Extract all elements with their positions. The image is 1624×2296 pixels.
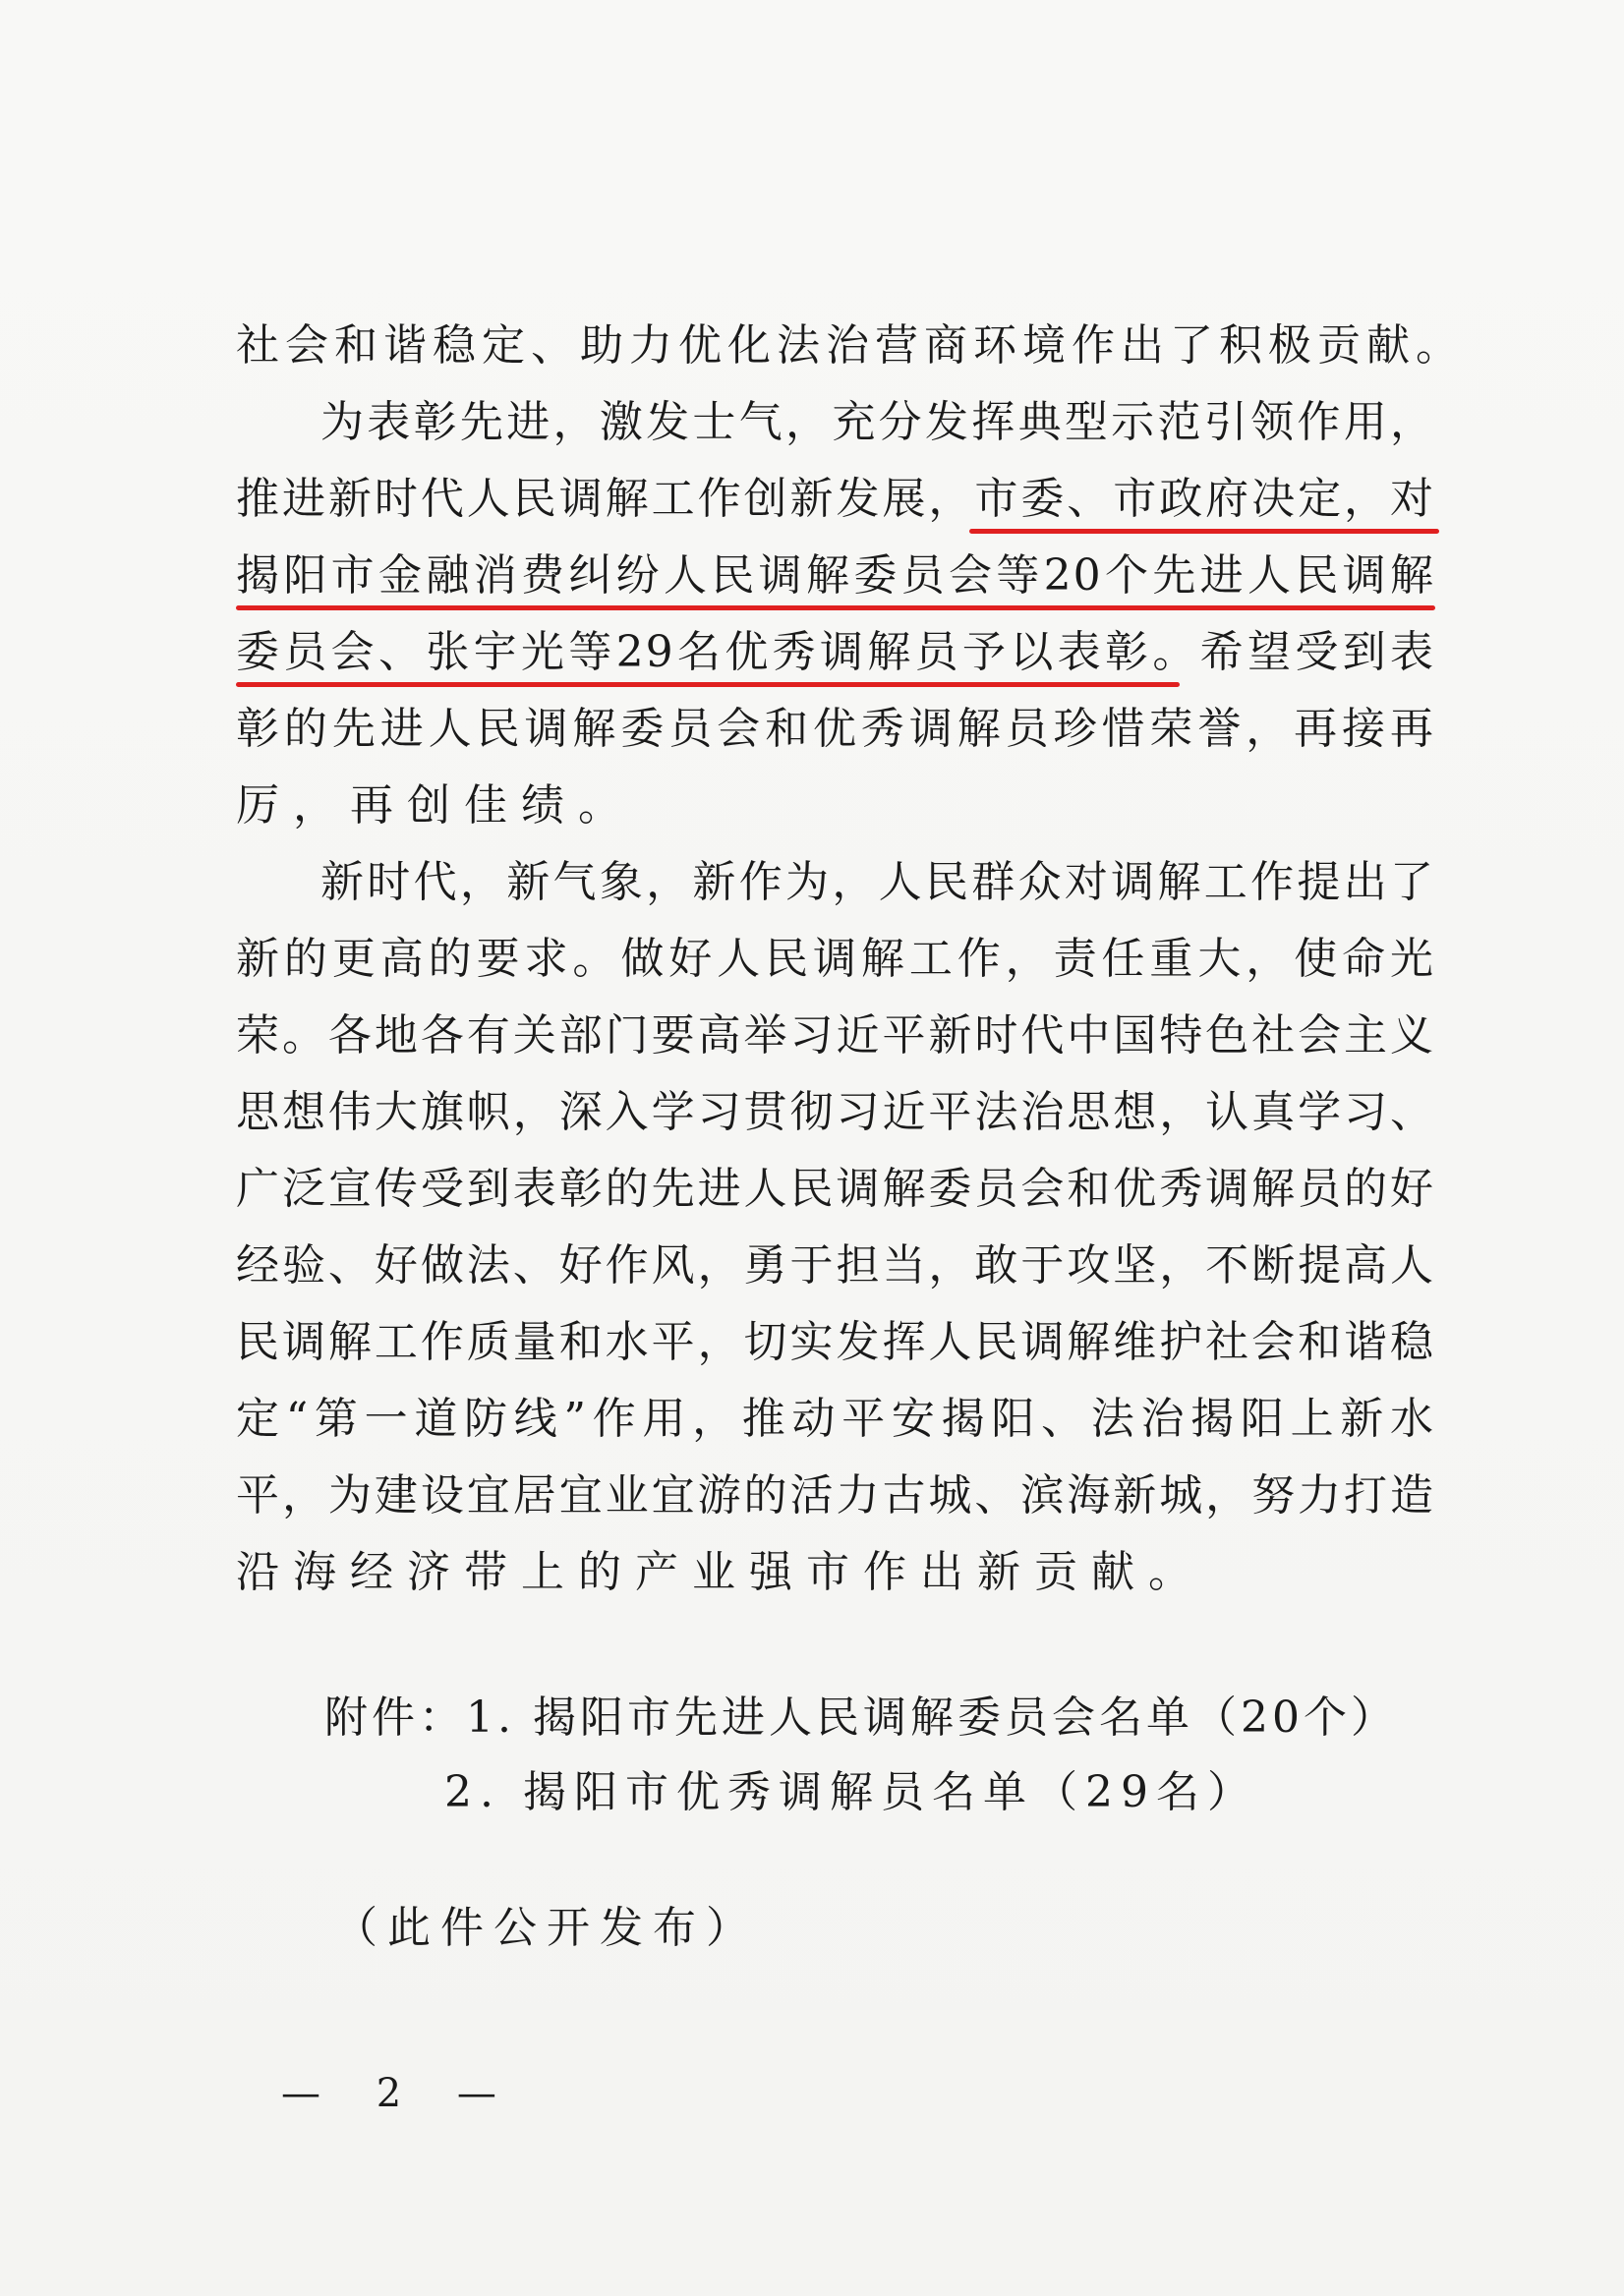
publication-note: （此件公开发布） xyxy=(334,1903,759,1953)
attachments-prefix: 附件： xyxy=(324,1693,466,1743)
paragraph3-line-3: 荣。各地各有关部门要高举习近平新时代中国特色社会主义 xyxy=(236,1010,1435,1061)
paragraph3-line-4: 思想伟大旗帜，深入学习贯彻习近平法治思想，认真学习、 xyxy=(236,1087,1435,1137)
page-number: — 2 — xyxy=(281,2071,518,2116)
paragraph3-line-1: 新时代，新气象，新作为，人民群众对调解工作提出了 xyxy=(320,857,1435,907)
paragraph3-line-2: 新的更高的要求。做好人民调解工作，责任重大，使命光 xyxy=(236,934,1435,984)
paragraph3-line-10: 沿海经济带上的产业强市作出新贡献。 xyxy=(236,1547,1205,1597)
paragraph2-line-1: 为表彰先进，激发士气，充分发挥典型示范引领作用， xyxy=(320,397,1435,447)
attachments-line-1 xyxy=(324,1681,1398,1755)
paragraph1-line-1: 社会和谐稳定、助力优化法治营商环境作出了积极贡献。 xyxy=(236,320,1465,371)
paragraph3-line-7: 民调解工作质量和水平，切实发挥人民调解维护社会和谐稳 xyxy=(236,1317,1435,1367)
paragraph3-line-8: 定“第一道防线”作用，推动平安揭阳、法治揭阳上新水 xyxy=(236,1394,1435,1444)
paragraph2-line-4: 委员会、张宇光等29名优秀调解员予以表彰。希望受到表 xyxy=(236,627,1435,677)
highlight-underline-3 xyxy=(236,682,1180,687)
paragraph2-line-5: 彰的先进人民调解委员会和优秀调解员珍惜荣誉，再接再 xyxy=(236,704,1435,754)
paragraph2-line-2: 推进新时代人民调解工作创新发展，市委、市政府决定，对 xyxy=(236,474,1435,524)
highlight-underline-2 xyxy=(236,605,1435,610)
paragraph2-line-6: 厉，再创佳绩。 xyxy=(236,780,635,831)
paragraph3-line-9: 平，为建设宜居宜业宜游的活力古城、滨海新城，努力打造 xyxy=(236,1470,1435,1521)
paragraph2-line-3: 揭阳市金融消费纠纷人民调解委员会等20个先进人民调解 xyxy=(236,550,1435,601)
attachment-item-1: 1. 揭阳市先进人民调解委员会名单（20个） xyxy=(466,1693,1398,1743)
attachment-item-2: 2. 揭阳市优秀调解员名单（29名） xyxy=(444,1767,1258,1817)
highlight-underline-1 xyxy=(969,529,1439,534)
paragraph3-line-5: 广泛宣传受到表彰的先进人民调解委员会和优秀调解员的好 xyxy=(236,1164,1435,1214)
paragraph3-line-6: 经验、好做法、好作风，勇于担当，敢于攻坚，不断提高人 xyxy=(236,1240,1435,1291)
